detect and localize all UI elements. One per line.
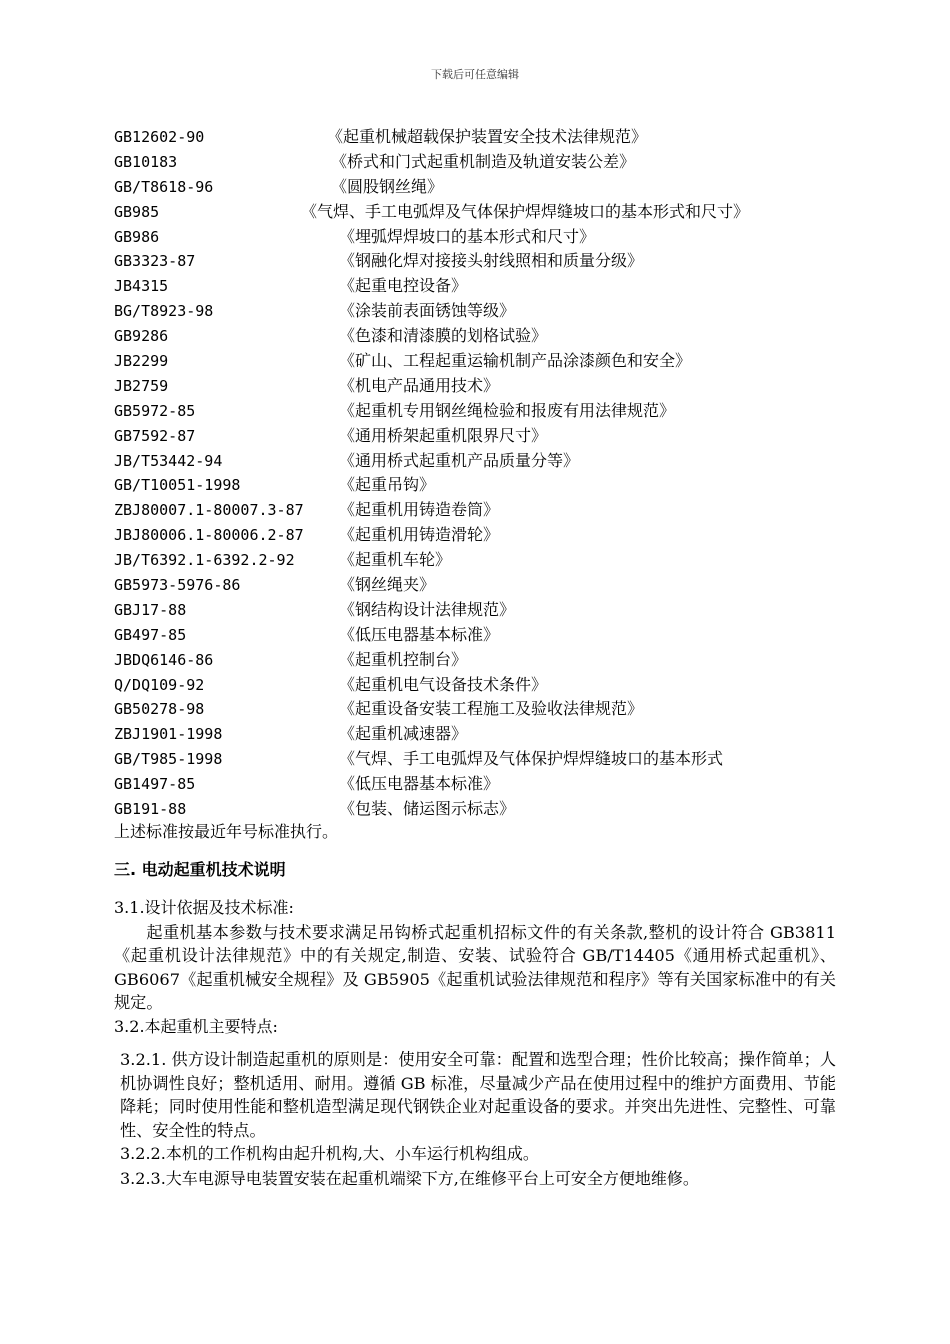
subsection-3-1-title: 3.1.设计依据及技术标准: xyxy=(114,897,294,917)
standard-code: GB497-85 xyxy=(114,625,187,644)
standard-row xyxy=(114,399,834,424)
standard-title: 《桥式和门式起重机制造及轨道安装公差》 xyxy=(331,151,636,171)
standard-code: GB/T985-1998 xyxy=(114,750,223,769)
standard-code: GB10183 xyxy=(114,152,178,171)
standard-code: ZBJ1901-1998 xyxy=(114,725,223,744)
standard-row xyxy=(114,673,834,698)
standard-title: 《通用桥架起重机限界尺寸》 xyxy=(339,425,548,445)
standard-code: Q/DQ109-92 xyxy=(114,675,205,694)
standard-row xyxy=(114,150,834,175)
standard-title: 《气焊、手工电弧焊及气体保护焊焊缝坡口的基本形式和尺寸》 xyxy=(301,201,750,221)
standard-row xyxy=(114,349,834,374)
standard-title: 《起重机专用钢丝绳检验和报废有用法律规范》 xyxy=(339,400,676,420)
standard-title: 《机电产品通用技术》 xyxy=(339,375,500,395)
standard-code: GB986 xyxy=(114,227,160,246)
standard-code: GB/T10051-1998 xyxy=(114,476,241,495)
standard-code: JB4315 xyxy=(114,277,169,296)
standard-title: 《涂装前表面锈蚀等级》 xyxy=(339,301,516,321)
standard-title: 《起重机控制台》 xyxy=(339,649,468,669)
standard-title: 《钢丝绳夹》 xyxy=(339,575,436,595)
standard-title: 《起重机减速器》 xyxy=(339,724,468,744)
standard-code: JB/T6392.1-6392.2-92 xyxy=(114,551,295,570)
standard-code: GB5972-85 xyxy=(114,401,196,420)
standard-code: GB9286 xyxy=(114,327,169,346)
standard-title: 《矿山、工程起重运输机制产品涂漆颜色和安全》 xyxy=(339,351,692,371)
standards-list xyxy=(114,125,834,822)
paragraph-3-2-1: 3.2.1. 供方设计制造起重机的原则是：使用安全可靠：配置和选型合理；性价比较高；操作简单；人机协调性良好；整机适用、耐用。遵循 GB 标准，尽量减少产品在使用过程中的维护方面费用、节能降耗；同时使用性能和整机造型满足现代钢铁企业对起重设备的要求。并突出先进性、完整性、可靠性、安全性的特点。 xyxy=(120,1049,836,1140)
standard-code: JB2759 xyxy=(114,376,169,395)
standard-row xyxy=(114,274,834,299)
standard-row xyxy=(114,473,834,498)
body-text xyxy=(114,820,836,1192)
standard-code: GB50278-98 xyxy=(114,700,205,719)
standard-code: GB5973-5976-86 xyxy=(114,576,241,595)
standard-title: 《起重机械超载保护装置安全技术法律规范》 xyxy=(327,127,648,146)
standard-title: 《起重吊钩》 xyxy=(339,475,436,495)
standard-row xyxy=(114,175,834,200)
standard-row xyxy=(114,548,834,573)
standard-code: GBJ17-88 xyxy=(114,600,187,619)
standard-code: JB2299 xyxy=(114,352,169,371)
standard-code: JBDQ6146-86 xyxy=(114,650,214,669)
standard-title: 《起重机用铸造滑轮》 xyxy=(339,525,500,545)
standard-row xyxy=(114,249,834,274)
standard-row xyxy=(114,374,834,399)
standard-title: 《圆股钢丝绳》 xyxy=(331,176,444,196)
standard-code: GB191-88 xyxy=(114,800,187,819)
standard-title: 《起重机车轮》 xyxy=(339,550,452,570)
standard-title: 《包装、储运图示标志》 xyxy=(339,799,516,819)
standard-row xyxy=(114,324,834,349)
standard-row xyxy=(114,225,834,250)
standard-row xyxy=(114,623,834,648)
standard-title: 《钢结构设计法律规范》 xyxy=(339,599,516,619)
standard-title: 《钢融化焊对接接头射线照相和质量分级》 xyxy=(339,251,644,271)
item-3-2-2: 3.2.2.本机的工作机构由起升机构,大、小车运行机构组成。 xyxy=(120,1144,539,1164)
item-3-2-3: 3.2.3.大车电源导电装置安装在起重机端梁下方,在维修平台上可安全方便地维修。 xyxy=(120,1169,699,1189)
standards-note: 上述标准按最近年号标准执行。 xyxy=(114,822,339,841)
standard-row xyxy=(114,598,834,623)
standard-title: 《埋弧焊焊坡口的基本形式和尺寸》 xyxy=(339,226,596,246)
standard-code: GB3323-87 xyxy=(114,252,196,271)
subsection-3-2-title: 3.2.本起重机主要特点: xyxy=(114,1017,278,1037)
standard-row xyxy=(114,200,834,225)
standard-row xyxy=(114,424,834,449)
standard-code: JBJ80006.1-80006.2-87 xyxy=(114,526,304,545)
standard-title: 《起重设备安装工程施工及验收法律规范》 xyxy=(339,699,644,719)
standard-row xyxy=(114,772,834,797)
standard-code: GB12602-90 xyxy=(114,128,205,146)
standard-code: GB/T8618-96 xyxy=(114,177,214,196)
standard-row xyxy=(114,498,834,523)
standard-row xyxy=(114,648,834,673)
standard-row xyxy=(114,747,834,772)
standard-row xyxy=(114,797,834,822)
standard-row xyxy=(114,125,834,150)
standard-title: 《起重电控设备》 xyxy=(339,276,468,296)
standard-title: 《通用桥式起重机产品质量分等》 xyxy=(339,450,580,470)
standard-code: ZBJ80007.1-80007.3-87 xyxy=(114,501,304,520)
standard-code: BG/T8923-98 xyxy=(114,302,214,321)
standard-row xyxy=(114,299,834,324)
paragraph-design-basis: 起重机基本参数与技术要求满足吊钩桥式起重机招标文件的有关条款,整机的设计符合 GB3811《起重机设计法律规范》中的有关规定,制造、安装、试验符合 GB/T14405《通用桥式起重机》、GB6067《起重机械安全规程》及 GB5905《起重机试验法律规范和程序》等有关国家标准中的有关规定。 xyxy=(114,922,836,1013)
standard-title: 《低压电器基本标准》 xyxy=(339,624,500,644)
standard-row xyxy=(114,722,834,747)
standard-title: 《起重机用铸造卷筒》 xyxy=(339,500,500,520)
standard-row xyxy=(114,449,834,474)
standard-title: 《气焊、手工电弧焊及气体保护焊焊缝坡口的基本形式 xyxy=(339,749,724,769)
section-heading: 三. 电动起重机技术说明 xyxy=(114,859,286,879)
standard-code: JB/T53442-94 xyxy=(114,451,223,470)
standard-row xyxy=(114,523,834,548)
standard-row xyxy=(114,573,834,598)
standard-row xyxy=(114,697,834,722)
standard-code: GB985 xyxy=(114,202,160,221)
standard-title: 《低压电器基本标准》 xyxy=(339,774,500,794)
page-header: 下载后可任意编辑 xyxy=(431,68,519,81)
standard-title: 《起重机电气设备技术条件》 xyxy=(339,674,548,694)
standard-code: GB7592-87 xyxy=(114,426,196,445)
standard-code: GB1497-85 xyxy=(114,775,196,794)
standard-title: 《色漆和清漆膜的划格试验》 xyxy=(339,326,548,346)
